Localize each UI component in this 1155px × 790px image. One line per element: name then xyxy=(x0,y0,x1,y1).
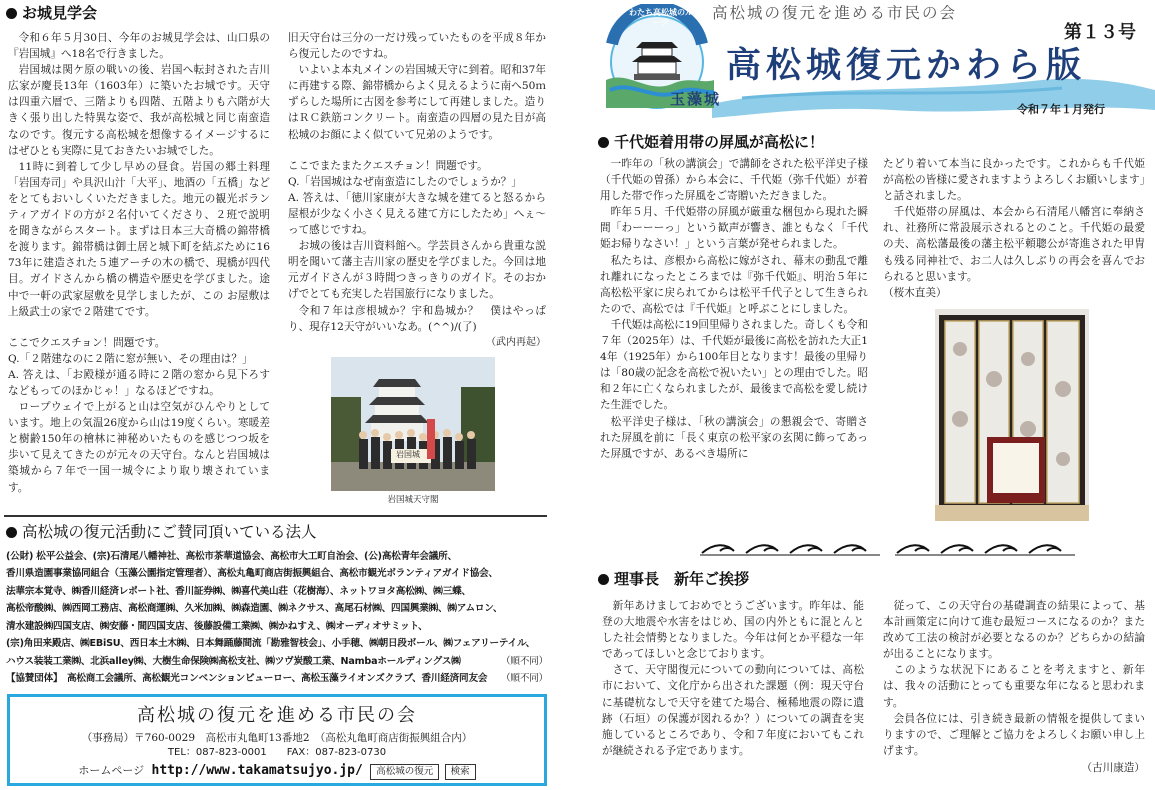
iwakuni-castle-photo xyxy=(331,357,495,491)
princess-column-1 xyxy=(600,156,868,462)
photo-banner-text: 岩国城 xyxy=(396,450,420,459)
paragraph: ここでまたまたクエスチョン！問題です。 xyxy=(288,159,488,172)
paragraph: ロープウェイで上がると山は空気がひんやりとしています。地上の気温26度から山は19度くらい。寒暖差と樹齢150年の檜林に神秘めいたものを感じつつ坂を歩いて見えてきたのが元々の天守台。なんと岩国城は築城から７年で一国一城令により取り壊されています。 xyxy=(8,401,270,494)
paragraph: 松平洋史子様は、「秋の講演会」の懇親会で、寄贈された屏風を前に「長く東京の松平家の玄関に飾ってあった屏風ですが、あるべき場所に xyxy=(600,415,868,460)
supporter-line: 法華宗本覚寺、㈱香川経済レポート社、香川証券㈱、㈱喜代美山荘（花樹海）、ネットワヨタ高松㈱、㈱三蝶、 xyxy=(6,585,471,597)
logo-caption: 玉藻城 xyxy=(670,90,722,108)
order-note: （順不同） xyxy=(501,673,548,685)
castle-visit-column-1 xyxy=(8,30,270,496)
paragraph: お城の後は吉川資料館へ。学芸員さんから貴重な説明を聞いて藩主吉川家の歴史を学びました。今回は地元ガイドさんが３時間つきっきりのガイド。そのおかげでとても充実した岩国旅行になりました。 xyxy=(288,240,546,301)
paragraph: いよいよ本丸メインの岩国城天守に到着。昭和37年に再建する際、錦帯橋からよく見えるように南へ50ｍずらした場所に古図を参考にして再建しました。造りはＲＣ鉄筋コンクリート。南蛮造の四層の見た目が高松城のお顔によく似ていて兄弟のようです。 xyxy=(288,64,546,141)
paragraph: 岩国城は関ケ原の戦いの後、岩国へ転封された吉川広家が慶長13年（1603年）に築いたお城です。天守は四重六層で、三階よりも四階、五階よりも六階が大きく張り出した特異な姿で、我が高松城と同じ南蛮造なのです。復元する高松城を想像するイメージするにはぜひとも実際に見ておきたいお城でした。 xyxy=(8,64,270,157)
princess-heading: 千代姫着用帯の屏風が高松に！ xyxy=(598,133,824,151)
bullet-icon xyxy=(6,8,17,19)
paragraph: 会員各位には、引き続き最新の情報を提供してまいりますので、ご理解とご協力をよろしくお願い申し上げます。 xyxy=(883,712,1145,757)
masthead xyxy=(592,0,1155,128)
section-divider xyxy=(4,515,547,517)
wave-ornament-icon xyxy=(700,541,880,557)
paragraph: さて、天守閣復元についての動向については、高松市において、文化庁から出された課題（例：現天守台に基礎杭なしで天守を建てた場合、極稀地震の際に遺跡（石垣）の保護が図れるか？）についての調査を実施しているところであり、令和７年度においてもこれが継続される予定であります。 xyxy=(602,664,864,757)
paragraph: 旧天守台は三分の一だけ残っていたものを平成８年から復元したのですね。 xyxy=(288,32,546,61)
folding-screen-photo xyxy=(935,309,1089,521)
search-term-box[interactable]: 高松城の復元 xyxy=(370,764,439,780)
supporter-line: 香川県造園事業協同組合（玉藻公園指定管理者）、高松丸亀町商店街振興組合、高松市観光ボランティアガイド協会、 xyxy=(6,568,498,580)
greeting-column-2 xyxy=(883,598,1145,759)
paragraph: 私たちは、彦根から高松に嫁がされ、幕末の動乱で離れ離れになったところまでは『弥千代姫』、明治５年に高松松平家に戻られてからは松平千代子として生きられたので、高松では『千代姫』と呼ぶことにしました。 xyxy=(600,254,868,315)
paragraph: A. 答えは、「徳川家康が大きな城を建てると怒るから屋根が少なく小さく見える建て方にしたため」へぇ～って感じですね。 xyxy=(288,191,546,237)
wave-ornament-icon xyxy=(895,541,1075,557)
castle-visit-author: （武内再起） xyxy=(486,337,546,348)
footer-homepage-row xyxy=(10,763,544,780)
greeting-heading: 理事長 新年ご挨拶 xyxy=(598,570,749,588)
princess-author: （桜木直美） xyxy=(883,286,947,299)
paragraph: 新年あけましておめでとうございます。昨年は、能登の大地震や水害をはじめ、国の内外ともに混とんとした社会情勢となりました。今年は何とか平穏な一年であってほしいと念じております。 xyxy=(602,600,864,661)
bullet-icon xyxy=(6,527,17,538)
supporter-line: (公財) 松平公益会、(宗)石清尾八幡神社、高松市茶華道協会、高松市大工町自治会、(公)高松青年会議所、 xyxy=(6,551,457,562)
bullet-icon xyxy=(598,574,609,585)
paragraph: 千代姫帯の屏風は、本会から石清尾八幡宮に奉納され、社務所に常設展示されるとのこと。千代姫の最愛の夫、高松藩最後の藩主松平頼聰公が寄進された甲冑も残る同神社で、お二人は久しぶりの再会を喜んでおられると思います。 xyxy=(883,206,1145,283)
paragraph: 従って、この天守台の基礎調査の結果によって、基本計画策定に向けて進む最短コースになるのか？また改めて工法の検討が必要となるのか？どちらかの結論が出ることになります。 xyxy=(883,600,1145,661)
search-button[interactable]: 検索 xyxy=(445,764,476,780)
order-note: （順不同） xyxy=(501,655,548,667)
paragraph: Q.「２階建なのに２階に窓が無い、その理由は？」 xyxy=(8,352,253,365)
paragraph: 一昨年の「秋の講演会」で講師をされた松平洋史子様（千代姫の曽孫）から本会に、千代姫（弥千代姫）が着用した帯で作った屏風をご寄贈いただきました。 xyxy=(600,158,868,203)
supporter-line: (宗)角田来殿店、㈱EBiSU、西日本土木㈱、日本舞踊藤間流「勘雅智枝会」、小手穂、㈱朝日段ボール、㈱フェアリーテイル、 xyxy=(6,638,536,650)
paragraph: A. 答えは、「お殿様が通る時に２階の窓から見下ろすなどもってのほかじゃ！」なるほどですね。 xyxy=(8,368,270,397)
princess-column-2 xyxy=(883,156,1145,301)
association-line: 【協賛団体】 高松商工会議所、高松観光コンベンションビューロー、高松玉藻ライオンズクラブ、香川経済同友会 （順不同） xyxy=(6,670,548,687)
greeting-author: （古川康造） xyxy=(1081,762,1145,774)
paragraph: たどり着いて本当に良かったです。これからも千代姫が高松の皆様に愛されますようよろしくお願いします」と話されました。 xyxy=(883,158,1145,203)
issue-date: 令和７年１月発行 xyxy=(1017,103,1105,116)
homepage-label: ホームページ xyxy=(78,764,145,778)
homepage-link[interactable]: http://www.takamatsujyo.jp/ xyxy=(151,763,363,779)
castle-group-image xyxy=(331,357,495,491)
folding-screen-image xyxy=(935,309,1089,521)
footer-address: （事務局）〒760-0029 高松市丸亀町13番地2 （高松丸亀町商店街振興組合内） xyxy=(81,732,473,745)
paragraph: 千代姫は高松に19回里帰りされました。奇しくも令和７年（2025年）は、千代姫が最後に高松を訪れた大正14年（1925年）から100年目となります！最後の里帰りは「80歳の記念を高松で祝いたい」との理由でした。昭和２年に亡くなられましたが、最後まで高松を愛し続けた生涯でした。 xyxy=(600,318,868,412)
paragraph: 11時に到着して少し早めの昼食。岩国の郷土料理「岩国寿司」や具沢山汁「大平」、地酒の「五橋」などをとてもおいしくいただきました。地元の観光ボランティアガイドの方が２名付いてくださり、２班で説明を聞きながらスタート。まずは日本三大奇橋の錦帯橋を渡ります。錦帯橋は御土居と城下町を結ぶために1673年に建造された５連アーチの木の橋で、現橋が四代目。ガイドさんから橋の構造や歴史を学びました。途中で一軒の武家屋敷を見学しましたが、この お屋敷は上級武士の家で２階建てです。 xyxy=(8,160,270,318)
castle-visit-heading: お城見学会 xyxy=(6,4,97,22)
paragraph: このような状況下にあることを考えますと、新年は、我々の活動にとっても重要な年になると思われます。 xyxy=(883,664,1145,709)
bullet-icon xyxy=(598,137,609,148)
pre-title: 高松城の復元を進める市民の会 xyxy=(712,4,958,22)
supporters-list xyxy=(6,548,548,688)
paragraph: 令和６年５月30日、今年のお城見学会は、山口県の『岩国城』へ18名で行きました。 xyxy=(8,32,270,61)
logo-arc-text: わたち高松城のルーツ xyxy=(629,8,693,27)
paragraph: 令和７年は彦根城か？宇和島城か？ 僕はやっぱり、現存12天守がいいなあ。(^^)/(了) xyxy=(288,304,546,333)
supporter-line: ハウス装装工業㈱、北浜alley㈱、大樹生命保険㈱高松支社、㈱ツヴ炭酸工業、Nambaホールディングス㈱ （順不同） xyxy=(6,653,548,670)
supporters-heading: 高松城の復元活動にご賛同頂いている法人 xyxy=(6,523,317,542)
greeting-column-1 xyxy=(602,598,864,759)
footer-contact-box xyxy=(7,694,547,786)
footer-org-name: 高松城の復元を進める市民の会 xyxy=(137,705,417,726)
paragraph: 昨年５月、千代姫帯の屏風が厳重な梱包から現れた瞬間「わーーーっ」という歓声が響き、誰ともなく「千代姫お帰りなさい！」という言葉が発せられました。 xyxy=(600,206,868,251)
supporter-line: 清水建設㈱四国支店、㈱安藤・間四国支店、後藤設備工業㈱、㈱かねすえ、㈱オーディオサミット、 xyxy=(6,620,428,632)
paragraph: Q.「岩国城はなぜ南蛮造にしたのでしょうか？」 xyxy=(288,175,522,188)
newsletter-title: 高松城復元かわら版 xyxy=(726,45,1087,86)
castle-visit-column-2 xyxy=(288,30,546,335)
footer-phone: TEL：087-823-0001 FAX：087-823-0730 xyxy=(167,747,387,759)
photo-caption: 岩国城天守閣 xyxy=(387,495,439,505)
supporter-line: 高松帝酸㈱、㈱西岡工務店、高松商運㈱、久米加㈱、㈱森造園、㈱ネクサス、高尾石材㈱、四国興業㈱、㈱アムロン、 xyxy=(6,603,503,615)
issue-number: 第１３号 xyxy=(1064,22,1136,43)
paragraph: ここでクエスチョン！問題です。 xyxy=(8,336,166,349)
